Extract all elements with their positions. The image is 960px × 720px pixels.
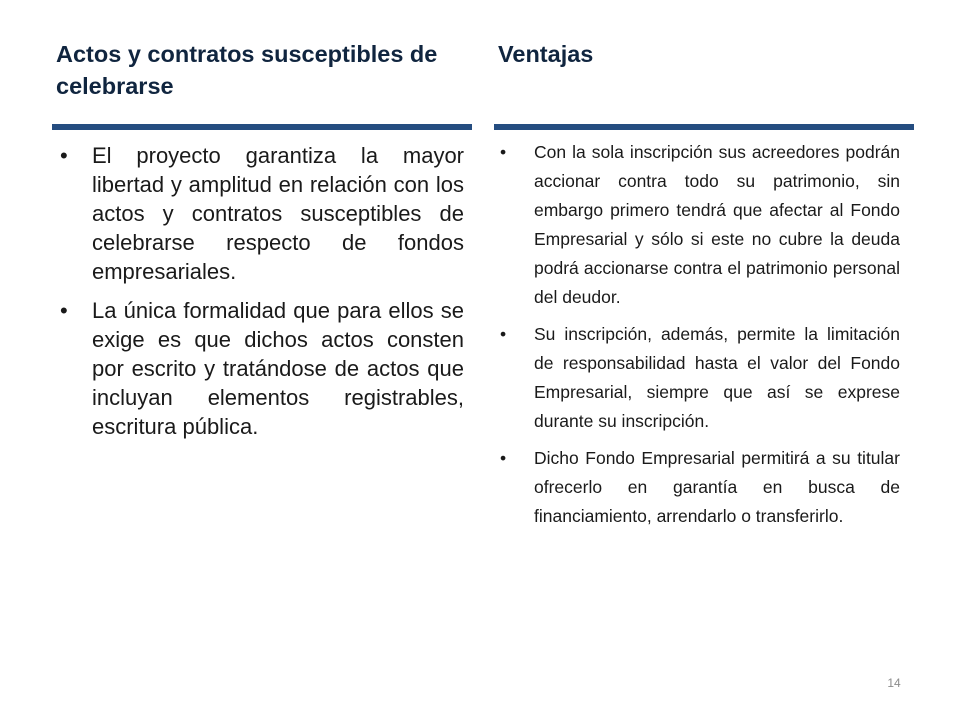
right-bullet-item: • Con la sola inscripción sus acreedores podrán accionar contra todo su patrimonio, sin embargo primero tendrá que afectar al Fondo Empresarial y sólo si este no cubre la deuda podrá accionarse contra el patrimonio personal del deudor. — [498, 138, 900, 312]
right-bullet-item: • Su inscripción, además, permite la limitación de responsabilidad hasta el valor del Fondo Empresarial, siempre que así se exprese durante su inscripción. — [498, 320, 900, 436]
right-bullet-item: • Dicho Fondo Empresarial permitirá a su titular ofrecerlo en garantía en busca de financiamiento, arrendarlo o transferirlo. — [498, 444, 900, 531]
left-column-title: Actos y contratos susceptibles de celebrarse — [56, 41, 438, 99]
page-number: 14 — [887, 676, 901, 690]
left-bullet-list — [56, 141, 464, 451]
right-column-title: Ventajas — [498, 41, 594, 67]
left-bullet-item: • La única formalidad que para ellos se exige es que dichos actos consten por escrito y tratándose de actos que incluyan elementos registrables, escritura pública. — [56, 296, 464, 441]
right-divider — [494, 124, 914, 130]
left-divider — [52, 124, 472, 130]
right-bullet-list — [498, 138, 900, 539]
left-bullet-item: • El proyecto garantiza la mayor libertad y amplitud en relación con los actos y contratos susceptibles de celebrarse respecto de fondos empresariales. — [56, 141, 464, 286]
